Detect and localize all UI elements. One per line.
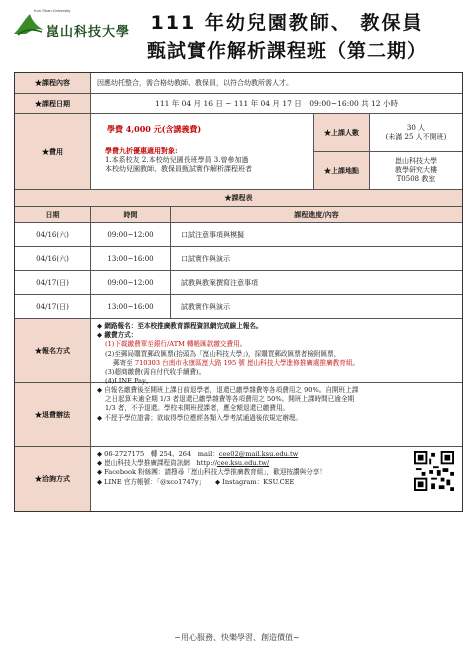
apply-line: (3)超商繳費(需自付代收手續費)。 — [105, 368, 206, 377]
fee-label: ★費用 — [15, 114, 91, 189]
contact-facebook: ◆ Facebook 粉絲團：請搜尋「崑山科技大學推廣教育組」，歡迎按讚與分享！ — [97, 468, 326, 477]
page-header — [0, 0, 474, 68]
schedule-header-content: 課程進度/內容 — [294, 209, 339, 219]
contact-web-prefix: ◆ 崑山科技大學推廣課程資訊網 http:// — [97, 459, 217, 468]
apply-line: (1)下載繳費單至銀行/ATM 轉帳匯款繳交費用。 — [105, 340, 247, 349]
schedule-time: 13:00~16:00 — [91, 247, 171, 270]
apply-address-line — [97, 359, 456, 368]
fee-side — [314, 114, 462, 189]
qr-code-icon — [414, 451, 454, 491]
course-date-value: 111 年 04 月 16 日 ~ 111 年 04 月 17 日 09:00~16:00 共 12 小時 — [155, 99, 398, 108]
apply-address: 710303 台南市永康區崑大路 195 號 崑山科技大學進修推廣處推廣教育組 — [134, 358, 353, 367]
enrollment-value — [370, 114, 462, 151]
course-date-label: ★課程日期 — [15, 94, 91, 113]
schedule-title: ★課程表 — [15, 190, 462, 207]
location-line: 教學研究大樓 — [395, 166, 437, 174]
apply-row — [15, 319, 462, 386]
contact-email-link[interactable]: cee02@mail.ksu.edu.tw — [218, 450, 299, 458]
refund-value — [91, 383, 462, 446]
enrollment-row — [314, 114, 462, 151]
refund-line: ◆ 不授予學位證書；欲取得學位應經各類入學考試通過後依規定辦理。 — [97, 413, 302, 422]
location-line: 崑山科技大學 — [395, 157, 437, 165]
schedule-date: 04/16(六) — [15, 223, 91, 246]
schedule-row — [15, 271, 462, 295]
course-content-row — [15, 73, 462, 94]
location-line: T0508 教室 — [396, 175, 436, 183]
schedule-date: 04/17(日) — [15, 295, 91, 318]
logo-chinese-text: 崑山科技大學 — [46, 25, 131, 40]
apply-label: ★報名方式 — [15, 319, 91, 382]
enrollment-label: ★上課人數 — [314, 114, 370, 151]
contact-phone: ◆ 06-2727175 轉 254、264 mail： — [97, 450, 219, 458]
contact-web-link[interactable]: cee.ksu.edu.tw/ — [216, 459, 270, 468]
schedule-header-date: 日期 — [15, 207, 91, 222]
enrollment-count: 30 人 — [406, 123, 426, 132]
schedule-time: 13:00~16:00 — [91, 295, 171, 318]
contact-label: ★洽詢方式 — [15, 447, 91, 511]
schedule-row — [15, 223, 462, 247]
schedule-row — [15, 247, 462, 271]
schedule-time: 09:00~12:00 — [91, 271, 171, 294]
apply-address-prefix: 郵寄至 — [113, 358, 135, 367]
contact-line-instagram: ◆ LINE 官方帳號：「@xco1747y」 ◆ Instagram：KSU.CEE — [97, 477, 295, 486]
discount-line: 1.本系校友 2.本校幼兒園長班學員 3.曾參加過 — [105, 155, 249, 164]
refund-label: ★退費辦法 — [15, 383, 91, 446]
footer-slogan: ~用心服務、快樂學習、創造價值~ — [174, 633, 300, 642]
refund-row — [15, 383, 462, 447]
refund-line: 之日起算未逾全期 1/3 者退還已繳學雜費等各項費用之 50%。開班上課時間已逾全期 — [105, 395, 355, 404]
discount-heading: 學費九折優惠適用對象: — [105, 146, 178, 155]
enrollment-note: (未滿 25 人不開班) — [385, 132, 447, 141]
apply-value — [91, 319, 462, 386]
page-title-line1: 111 年幼兒園教師、 教保員 — [150, 12, 424, 34]
schedule-content: 口試注意事項與模擬 — [181, 230, 244, 239]
schedule-header — [15, 207, 462, 223]
schedule-content: 試教實作與演示 — [181, 302, 230, 311]
discount-line: 本校幼兒園教師、教保員甄試實作解析課程班者 — [105, 165, 252, 173]
refund-line: ◆ 自報名繳費後至開班上課日前退學者，退還已繳學雜費等各項費用之 90%。自開班上課 — [97, 386, 359, 394]
course-info-table — [14, 72, 463, 512]
schedule-date: 04/17(日) — [15, 271, 91, 294]
contact-row — [15, 447, 462, 511]
logo-english-text: Kun Shan University — [34, 8, 71, 13]
refund-line: 1/3 者，不予退還。學校未開班授課者，應全額退還已繳費用。 — [105, 404, 290, 413]
apply-line: (4)LINE Pay。 — [105, 377, 153, 386]
schedule-content: 試教與教案撰寫注意事項 — [181, 278, 258, 287]
course-content-label: ★課程內容 — [15, 73, 91, 93]
contact-value — [91, 447, 462, 511]
location-value — [370, 152, 462, 189]
schedule-header-time: 時間 — [91, 207, 171, 222]
course-date-row — [15, 94, 462, 114]
apply-line: (2)至郵局購買郵政匯票(抬頭為「崑山科技大學」)，採購買郵政匯票者檢附匯票， — [105, 349, 341, 358]
page-title-line2: 甄試實作解析課程班（第二期） — [146, 40, 427, 62]
fee-price: 學費 4,000 元(含講義費) — [107, 123, 202, 134]
schedule-time: 09:00~12:00 — [91, 223, 171, 246]
university-logo — [12, 8, 131, 48]
apply-line: ◆ 網路報名：至本校推廣教育課程資訊網完成線上報名。 — [97, 322, 263, 330]
schedule-row — [15, 295, 462, 319]
fee-row — [15, 114, 462, 190]
fee-main — [91, 114, 314, 189]
fee-discount — [91, 144, 313, 189]
schedule-content: 口試實作與演示 — [181, 254, 230, 263]
apply-address-suffix: 。 — [352, 358, 360, 367]
contact-phone-line — [97, 450, 456, 459]
course-content-value: 因應幼托整合，需合格幼教師、教保員，以符合幼教所需人才。 — [97, 79, 293, 87]
apply-line: ◆ 繳費方式： — [97, 331, 138, 340]
location-label: ★上課地點 — [314, 152, 370, 189]
schedule-date: 04/16(六) — [15, 247, 91, 270]
location-row — [314, 151, 462, 189]
